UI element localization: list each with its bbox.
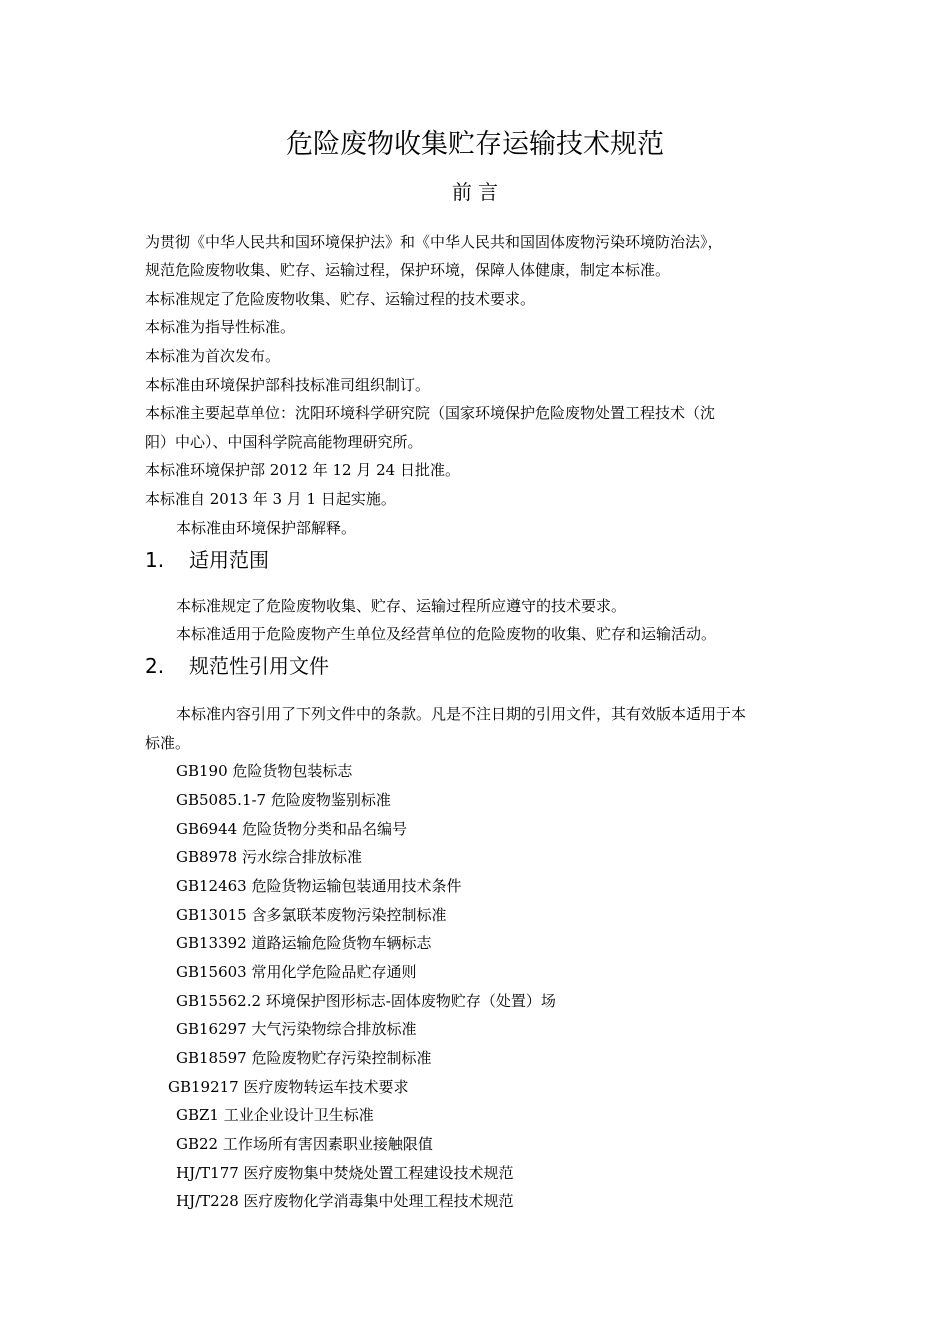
section-1-title: 适用范围 — [189, 548, 269, 572]
preface-paragraph-line: 本标准环境保护部 2012 年 12 月 24 日批准。 — [145, 461, 460, 479]
reference-item: GB6944 危险货物分类和品名编号 — [176, 820, 407, 838]
preface-paragraph-line: 本标准自 2013 年 3 月 1 日起实施。 — [145, 490, 396, 508]
reference-item: GB190 危险货物包装标志 — [176, 762, 353, 780]
reference-item: GB5085.1-7 危险废物鉴别标准 — [176, 791, 391, 809]
preface-paragraph-line: 本标准主要起草单位：沈阳环境科学研究院（国家环境保护危险废物处置工程技术（沈 — [145, 404, 716, 422]
reference-item: GB8978 污水综合排放标准 — [176, 848, 362, 866]
reference-item: GB16297 大气污染物综合排放标准 — [176, 1020, 417, 1038]
reference-item: HJ/T177 医疗废物集中焚烧处置工程建设技术规范 — [176, 1164, 514, 1182]
section-2-title: 规范性引用文件 — [189, 654, 329, 678]
preface-heading: 前 言 — [451, 180, 499, 204]
preface-paragraph-line: 本标准规定了危险废物收集、贮存、运输过程的技术要求。 — [145, 290, 536, 308]
reference-item: HJ/T228 医疗废物化学消毒集中处理工程技术规范 — [176, 1192, 514, 1210]
reference-item: GB18597 危险废物贮存污染控制标准 — [176, 1049, 432, 1067]
reference-item: GB15562.2 环境保护图形标志-固体废物贮存（处置）场 — [176, 992, 556, 1010]
preface-paragraph-line: 本标准为首次发布。 — [145, 347, 281, 365]
reference-item: GBZ1 工业企业设计卫生标准 — [176, 1106, 374, 1124]
reference-item: GB19217 医疗废物转运车技术要求 — [168, 1078, 409, 1096]
reference-item: GB12463 危险货物运输包装通用技术条件 — [176, 877, 462, 895]
reference-item: GB13392 道路运输危险货物车辆标志 — [176, 934, 432, 952]
reference-item: GB13015 含多氯联苯废物污染控制标准 — [176, 906, 447, 924]
reference-item: GB22 工作场所有害因素职业接触限值 — [176, 1135, 433, 1153]
preface-paragraph-line: 阳）中心）、中国科学院高能物理研究所。 — [145, 433, 423, 451]
section-1-line: 本标准规定了危险废物收集、贮存、运输过程所应遵守的技术要求。 — [176, 597, 627, 615]
section-1-heading — [145, 545, 269, 575]
section-2-heading — [145, 651, 329, 681]
document-title: 危险废物收集贮存运输技术规范 — [286, 129, 664, 160]
reference-item: GB15603 常用化学危险品贮存通则 — [176, 963, 417, 981]
preface-paragraph-line: 为贯彻《中华人民共和国环境保护法》和《中华人民共和国固体废物污染环境防治法》， — [145, 233, 723, 251]
section-2-number: 2. — [145, 654, 165, 678]
section-1-number: 1. — [145, 548, 165, 572]
preface-paragraph-line: 本标准由环境保护部科技标准司组织制订。 — [145, 376, 431, 394]
section-2-intro-line: 本标准内容引用了下列文件中的条款。凡是不注日期的引用文件，其有效版本适用于本 — [176, 705, 747, 723]
preface-paragraph-line: 规范危险废物收集、贮存、运输过程，保护环境，保障人体健康，制定本标准。 — [145, 261, 671, 279]
section-1-line: 本标准适用于危险废物产生单位及经营单位的危险废物的收集、贮存和运输活动。 — [176, 625, 717, 643]
preface-paragraph-line: 本标准为指导性标准。 — [145, 318, 296, 336]
section-2-intro-line: 标准。 — [145, 734, 191, 752]
preface-paragraph-line: 本标准由环境保护部解释。 — [176, 519, 357, 537]
